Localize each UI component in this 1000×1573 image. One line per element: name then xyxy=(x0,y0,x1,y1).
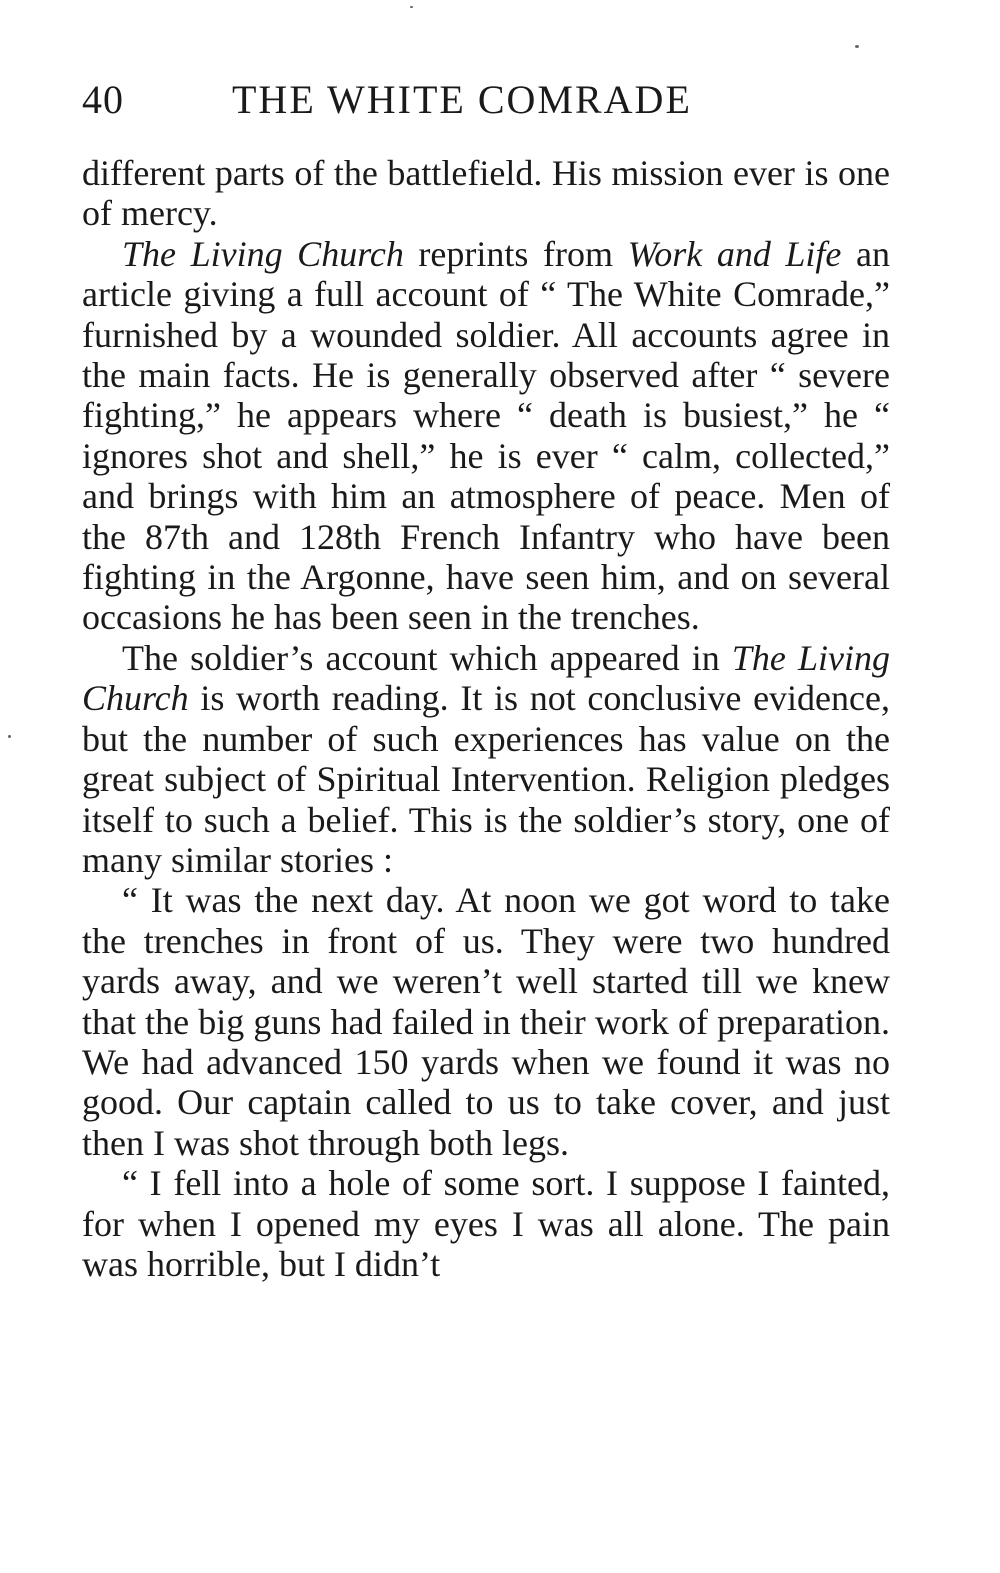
italic-title-living-church-2: The Living Church xyxy=(82,637,890,719)
scan-speck xyxy=(410,6,413,8)
body-text xyxy=(82,153,890,1284)
paragraph-1 xyxy=(82,153,890,234)
paragraph-5-text: “ I fell into a hole of some sort. I suppose I fainted, for when I opened my eyes I was all alone. The pain was horrible, but I didn’t xyxy=(82,1163,890,1284)
paragraph-1-text: different parts of the battlefield. His mission ever is one of mercy. xyxy=(82,153,890,234)
page-number: 40 xyxy=(82,77,124,122)
italic-title-work-and-life: Work and Life xyxy=(627,233,842,274)
paragraph-2-text-2: an article giving a full account of “ The White Comrade,” furnished by a wounded soldier. All accounts agree in the main facts. He is generally observed after “ severe fighting,” he appears where “ death is busiest,” he “ ignores shot and shell,” he is ever “ calm, collected,” and brings with him an atmosphere of peace. Men of the 87th and 128th French Infantry who have been fighting in the Argonne, have seen him, and on several occasions he has been seen in the trenches. xyxy=(82,233,890,638)
paragraph-2 xyxy=(82,234,890,638)
italic-title-living-church: The Living Church xyxy=(122,233,404,274)
paragraph-5 xyxy=(82,1163,890,1284)
running-title: THE WHITE COMRADE xyxy=(232,77,692,122)
paragraph-3-text-1: The soldier’s account which appeared in xyxy=(122,637,732,678)
paragraph-3-text-2: is worth reading. It is not conclusive evidence, but the number of such experiences has value on the great subject of Spiritual Intervention. Religion pledges itself to such a belief. This is the soldier’s story, one of many similar stories : xyxy=(82,678,890,880)
paragraph-4 xyxy=(82,880,890,1163)
page-header xyxy=(82,76,892,132)
paragraph-4-text: “ It was the next day. At noon we got word to take the trenches in front of us. They were two hundred yards away, and we weren’t well started till we knew that the big guns had failed in their work of preparation. We had advanced 150 yards when we found it was no good. Our captain called to us to take cover, and just then I was shot through both legs. xyxy=(82,880,890,1163)
scan-speck xyxy=(855,45,859,48)
scan-speck xyxy=(8,735,11,738)
paragraph-3 xyxy=(82,638,890,880)
paragraph-2-text-1: reprints from xyxy=(403,233,628,274)
